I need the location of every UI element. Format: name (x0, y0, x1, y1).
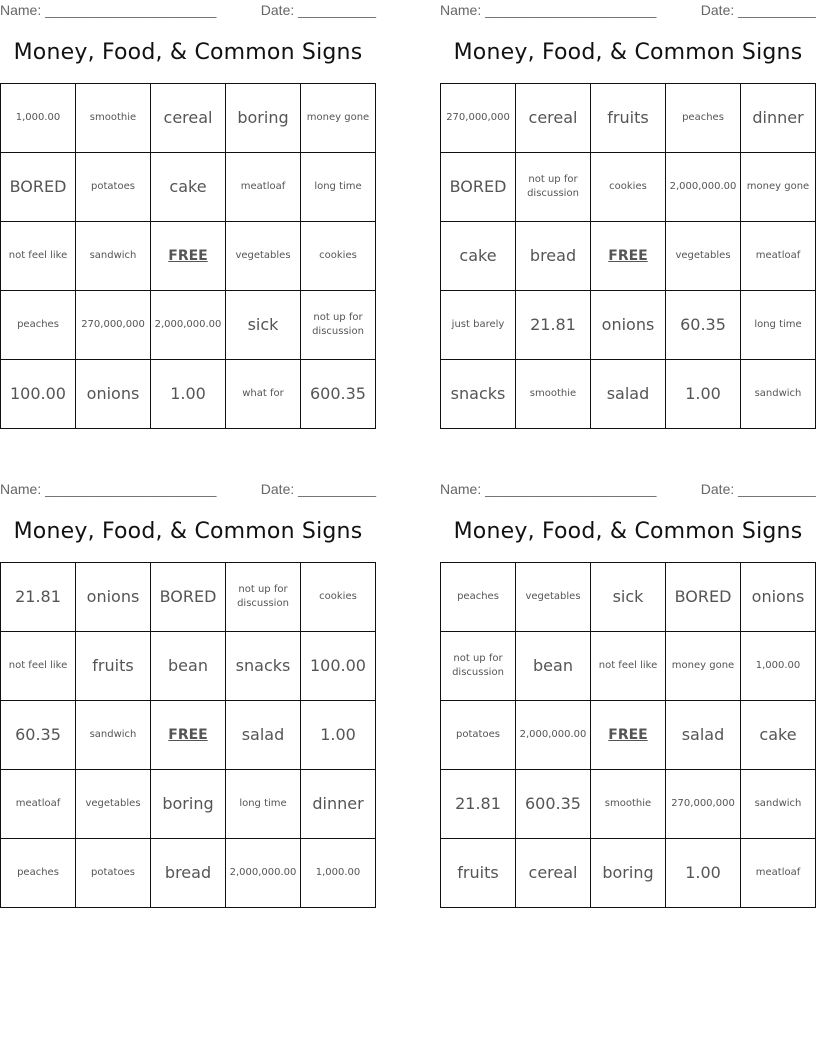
card-header (440, 479, 816, 501)
name-field[interactable]: Name: ______________________ (440, 2, 657, 18)
bingo-cell[interactable]: sick (591, 563, 666, 632)
card-title: Money, Food, & Common Signs (453, 40, 803, 65)
bingo-card-3 (0, 479, 376, 919)
bingo-cell[interactable]: 600.35 (516, 770, 591, 839)
bingo-cell[interactable]: vegetables (516, 563, 591, 632)
grid-row (441, 84, 816, 153)
bingo-cell[interactable]: vegetables (76, 770, 151, 839)
grid-row (441, 222, 816, 291)
bingo-cell[interactable]: sick (226, 291, 301, 360)
bingo-cell[interactable]: meatloaf (1, 770, 76, 839)
bingo-cell[interactable]: meatloaf (226, 153, 301, 222)
grid-row (1, 701, 376, 770)
bingo-cell[interactable]: peaches (1, 839, 76, 908)
bingo-cell[interactable]: sandwich (741, 360, 816, 429)
bingo-cell[interactable]: 600.35 (301, 360, 376, 429)
bingo-cell[interactable]: 2,000,000.00 (151, 291, 226, 360)
bingo-cell[interactable]: sandwich (76, 222, 151, 291)
bingo-cell[interactable]: cereal (151, 84, 226, 153)
card-title: Money, Food, & Common Signs (13, 40, 363, 65)
bingo-cell[interactable]: onions (76, 563, 151, 632)
bingo-cell[interactable]: cookies (301, 222, 376, 291)
bingo-cell[interactable]: potatoes (441, 701, 516, 770)
bingo-cell[interactable]: boring (151, 770, 226, 839)
date-field[interactable]: Date: __________ (260, 2, 376, 18)
bingo-cell[interactable]: boring (226, 84, 301, 153)
bingo-cell[interactable]: smoothie (516, 360, 591, 429)
bingo-cell[interactable]: bean (151, 632, 226, 701)
grid-row (1, 222, 376, 291)
grid-row (441, 839, 816, 908)
bingo-cell[interactable]: meatloaf (741, 222, 816, 291)
free-space-cell[interactable]: FREE (151, 222, 226, 291)
bingo-cell[interactable]: not up for discussion (301, 291, 376, 360)
bingo-cell[interactable]: 2,000,000.00 (516, 701, 591, 770)
name-field[interactable]: Name: ______________________ (440, 481, 657, 497)
bingo-cell[interactable]: fruits (76, 632, 151, 701)
bingo-cell[interactable]: smoothie (76, 84, 151, 153)
grid-row (1, 291, 376, 360)
bingo-cell[interactable]: meatloaf (741, 839, 816, 908)
grid-row (1, 84, 376, 153)
bingo-cell[interactable]: BORED (441, 153, 516, 222)
name-field[interactable]: Name: ______________________ (0, 481, 217, 497)
bingo-cell[interactable]: 1,000.00 (301, 839, 376, 908)
bingo-cell[interactable]: 21.81 (1, 563, 76, 632)
bingo-cell[interactable]: onions (76, 360, 151, 429)
bingo-cell[interactable]: dinner (741, 84, 816, 153)
bingo-cell[interactable]: 1.00 (301, 701, 376, 770)
grid-row (441, 632, 816, 701)
bingo-cell[interactable]: potatoes (76, 153, 151, 222)
bingo-cell[interactable]: money gone (666, 632, 741, 701)
grid-row (1, 153, 376, 222)
bingo-cell[interactable]: BORED (1, 153, 76, 222)
bingo-cell[interactable]: long time (301, 153, 376, 222)
bingo-cell[interactable]: long time (226, 770, 301, 839)
bingo-cell[interactable]: dinner (301, 770, 376, 839)
bingo-cell[interactable]: not up for discussion (441, 632, 516, 701)
grid-row (441, 563, 816, 632)
bingo-cell[interactable]: salad (226, 701, 301, 770)
bingo-cell[interactable]: onions (591, 291, 666, 360)
grid-row (1, 360, 376, 429)
bingo-cell[interactable]: 270,000,000 (666, 770, 741, 839)
bingo-cell[interactable]: bean (516, 632, 591, 701)
free-space-cell[interactable]: FREE (591, 222, 666, 291)
bingo-cell[interactable]: boring (591, 839, 666, 908)
bingo-cell[interactable]: cake (441, 222, 516, 291)
bingo-cell[interactable]: 1,000.00 (1, 84, 76, 153)
bingo-card-2 (440, 0, 816, 440)
bingo-grid (0, 562, 376, 908)
grid-row (1, 770, 376, 839)
bingo-cell[interactable]: bread (151, 839, 226, 908)
card-title: Money, Food, & Common Signs (13, 519, 363, 544)
grid-row (441, 153, 816, 222)
bingo-cell[interactable]: 2,000,000.00 (666, 153, 741, 222)
bingo-cell[interactable]: 100.00 (301, 632, 376, 701)
bingo-cell[interactable]: smoothie (591, 770, 666, 839)
card-header (440, 0, 816, 22)
grid-row (1, 563, 376, 632)
bingo-cell[interactable]: long time (741, 291, 816, 360)
bingo-cell[interactable]: just barely (441, 291, 516, 360)
name-field[interactable]: Name: ______________________ (0, 2, 217, 18)
bingo-grid (440, 562, 816, 908)
bingo-cell[interactable]: cereal (516, 839, 591, 908)
bingo-cell[interactable]: cookies (591, 153, 666, 222)
bingo-cell[interactable]: peaches (441, 563, 516, 632)
bingo-cell[interactable]: bread (516, 222, 591, 291)
bingo-card-4 (440, 479, 816, 919)
bingo-cell[interactable]: BORED (151, 563, 226, 632)
bingo-cell[interactable]: what for (226, 360, 301, 429)
date-field[interactable]: Date: __________ (700, 481, 816, 497)
bingo-cell[interactable]: vegetables (226, 222, 301, 291)
bingo-cell[interactable]: sandwich (741, 770, 816, 839)
bingo-cell[interactable]: 1,000.00 (741, 632, 816, 701)
bingo-cell[interactable]: cereal (516, 84, 591, 153)
bingo-cell[interactable]: fruits (591, 84, 666, 153)
bingo-cell[interactable]: money gone (301, 84, 376, 153)
bingo-cell[interactable]: vegetables (666, 222, 741, 291)
bingo-cell[interactable]: peaches (666, 84, 741, 153)
date-field[interactable]: Date: __________ (260, 481, 376, 497)
bingo-cell[interactable]: not feel like (1, 222, 76, 291)
bingo-cell[interactable]: 100.00 (1, 360, 76, 429)
bingo-cell[interactable]: 270,000,000 (76, 291, 151, 360)
bingo-cell[interactable]: 21.81 (516, 291, 591, 360)
card-title: Money, Food, & Common Signs (453, 519, 803, 544)
bingo-cell[interactable]: not feel like (1, 632, 76, 701)
bingo-cell[interactable]: salad (591, 360, 666, 429)
grid-row (441, 701, 816, 770)
grid-row (1, 839, 376, 908)
bingo-cell[interactable]: money gone (741, 153, 816, 222)
bingo-cell[interactable]: cookies (301, 563, 376, 632)
bingo-cell[interactable]: BORED (666, 563, 741, 632)
bingo-cell[interactable]: not up for discussion (226, 563, 301, 632)
date-field[interactable]: Date: __________ (700, 2, 816, 18)
bingo-cell[interactable]: 60.35 (1, 701, 76, 770)
bingo-cell[interactable]: sandwich (76, 701, 151, 770)
bingo-cell[interactable]: 270,000,000 (441, 84, 516, 153)
bingo-cell[interactable]: not feel like (591, 632, 666, 701)
grid-row (441, 770, 816, 839)
bingo-grid (440, 83, 816, 429)
bingo-card-1 (0, 0, 376, 440)
bingo-cell[interactable]: onions (741, 563, 816, 632)
bingo-cell[interactable]: fruits (441, 839, 516, 908)
bingo-cell[interactable]: 60.35 (666, 291, 741, 360)
card-header (0, 0, 376, 22)
grid-row (441, 291, 816, 360)
bingo-cell[interactable]: potatoes (76, 839, 151, 908)
bingo-grid (0, 83, 376, 429)
bingo-cell[interactable]: cake (741, 701, 816, 770)
bingo-cell[interactable]: 2,000,000.00 (226, 839, 301, 908)
bingo-cell[interactable]: salad (666, 701, 741, 770)
bingo-cell[interactable]: peaches (1, 291, 76, 360)
card-header (0, 479, 376, 501)
bingo-cell[interactable]: 1.00 (666, 360, 741, 429)
grid-row (1, 632, 376, 701)
bingo-cell[interactable]: not up for discussion (516, 153, 591, 222)
bingo-cell[interactable]: 21.81 (441, 770, 516, 839)
free-space-cell[interactable]: FREE (151, 701, 226, 770)
bingo-cell[interactable]: cake (151, 153, 226, 222)
bingo-cell[interactable]: snacks (441, 360, 516, 429)
free-space-cell[interactable]: FREE (591, 701, 666, 770)
bingo-cell[interactable]: 1.00 (151, 360, 226, 429)
bingo-cell[interactable]: 1.00 (666, 839, 741, 908)
bingo-cell[interactable]: snacks (226, 632, 301, 701)
grid-row (441, 360, 816, 429)
